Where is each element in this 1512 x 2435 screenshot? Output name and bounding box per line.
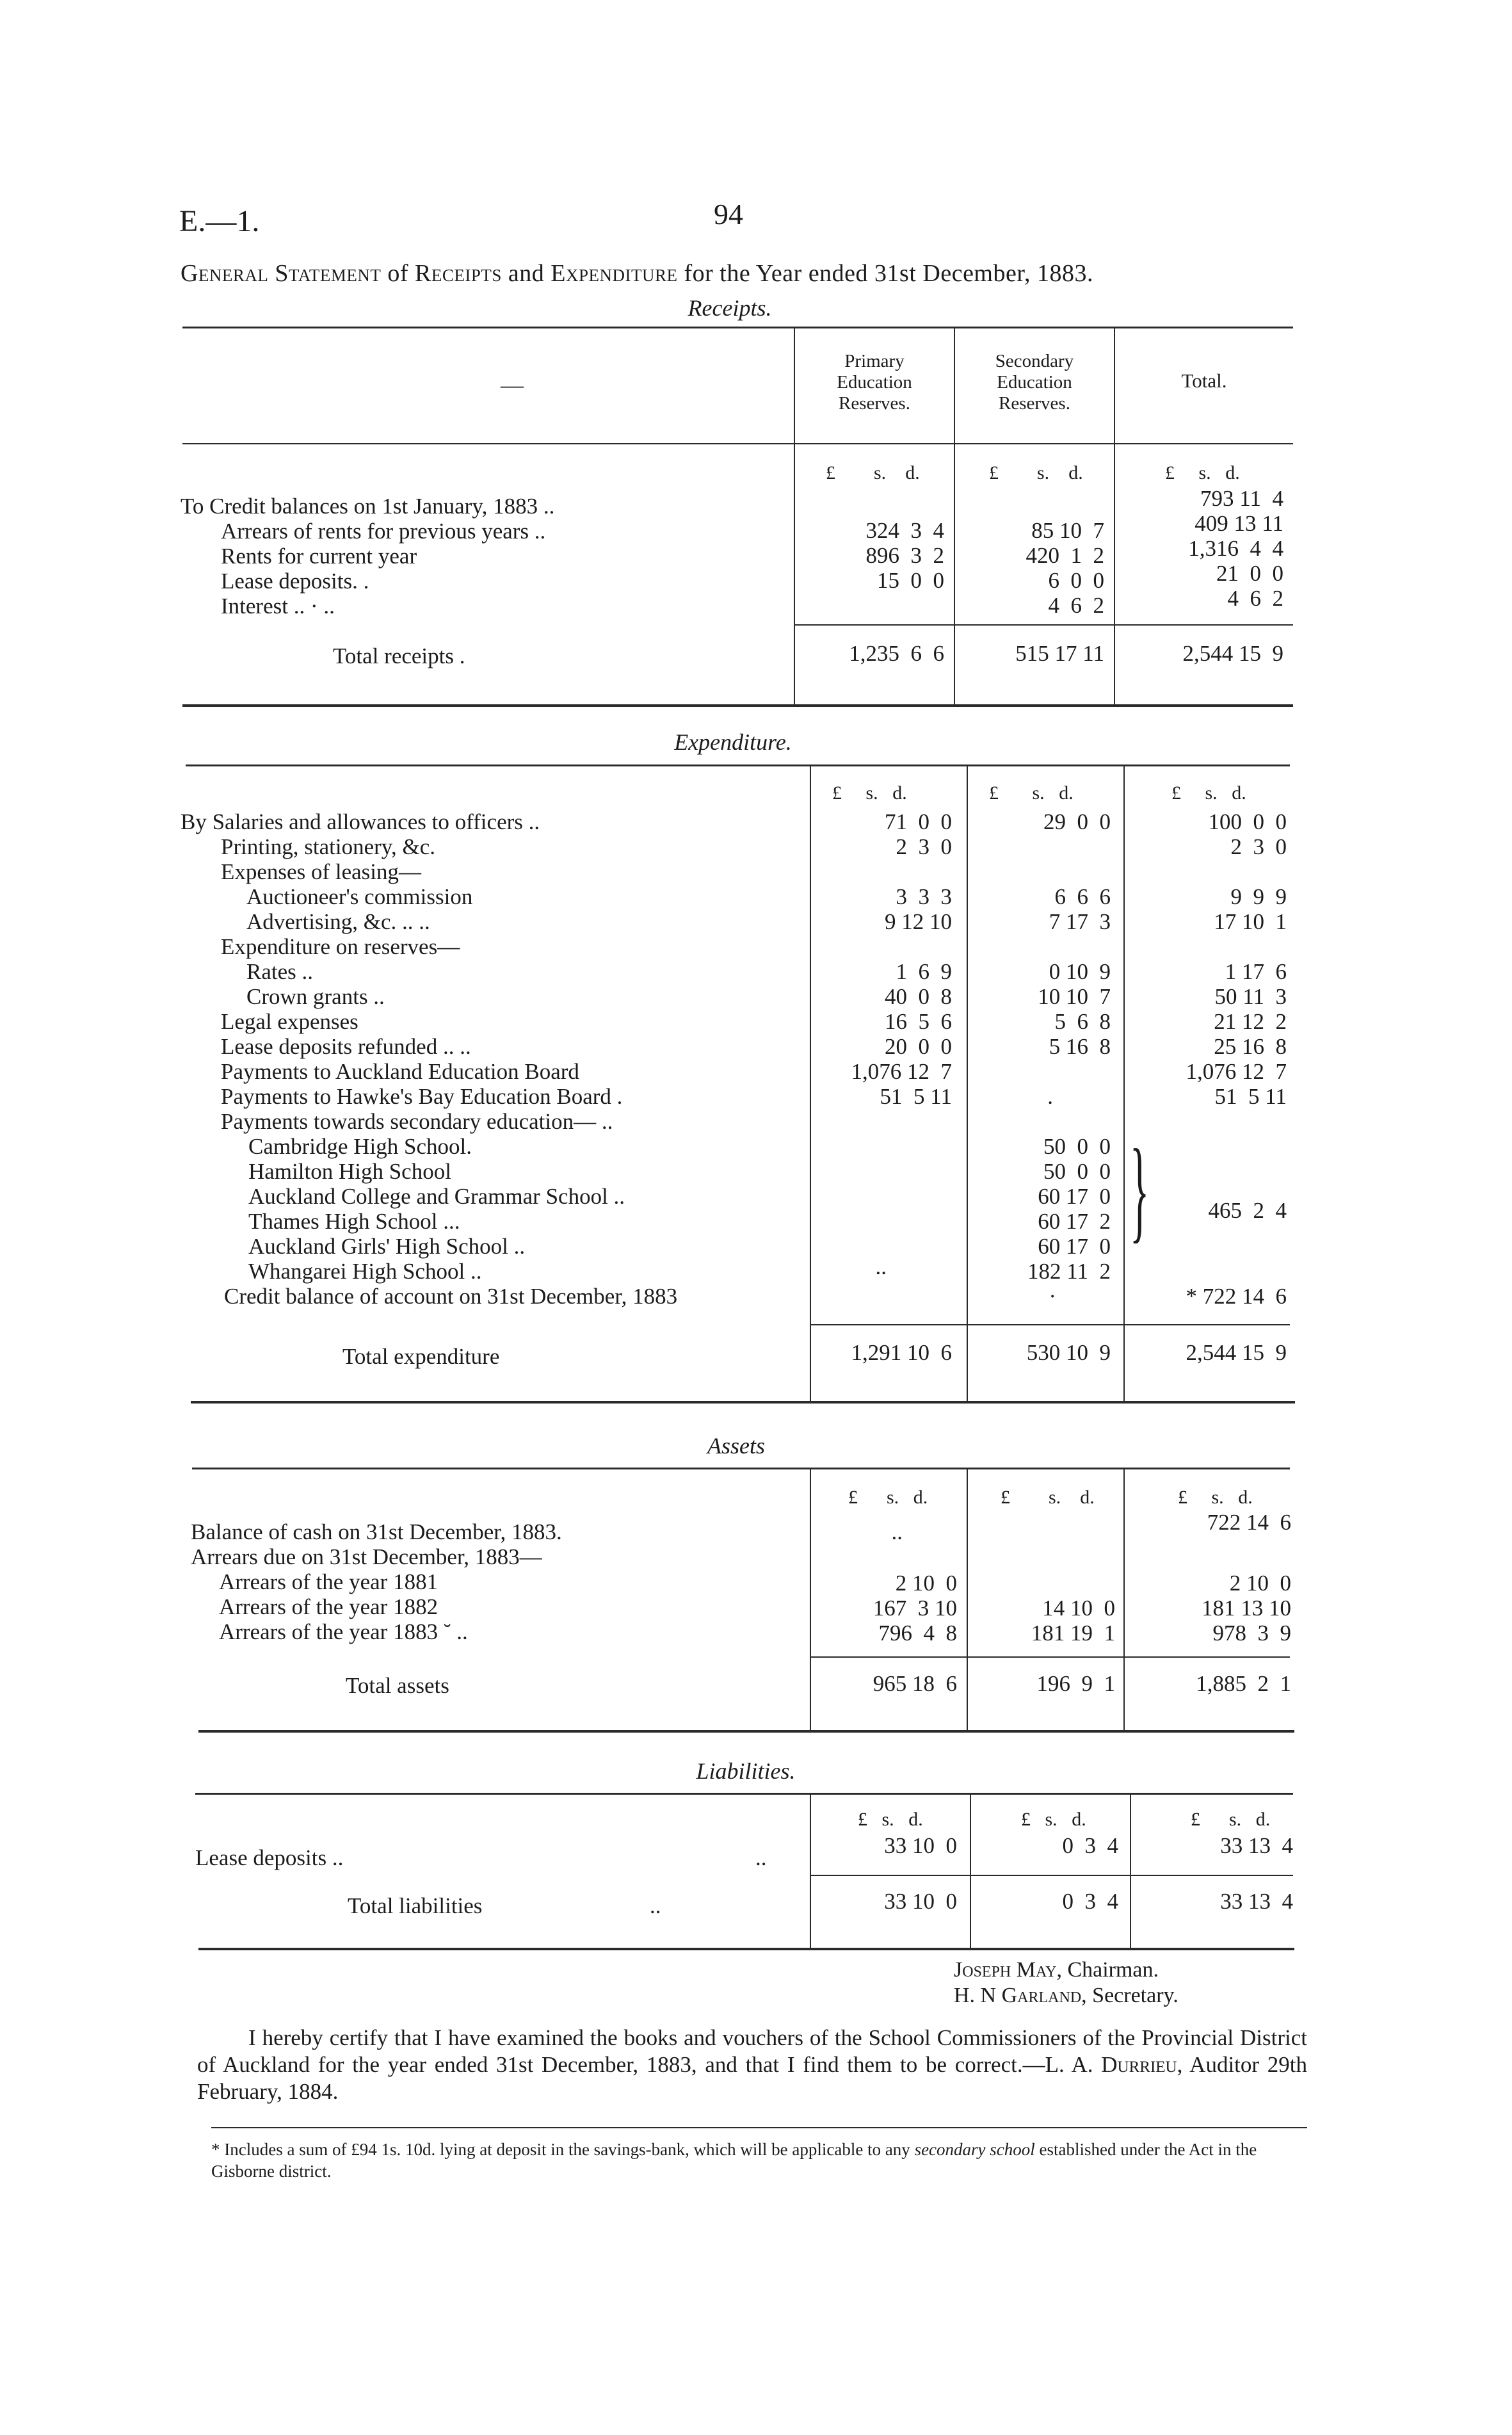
assets-row: Arrears of the year 1883 ˘ .. bbox=[219, 1619, 468, 1644]
expenditure-primary-value: .. bbox=[875, 1254, 887, 1279]
assets-row: Balance of cash on 31st December, 1883. bbox=[191, 1519, 562, 1544]
unit-secondary: £ s. d. bbox=[1021, 1809, 1086, 1830]
unit-secondary: £ s. d. bbox=[989, 462, 1083, 483]
receipts-total-primary: 1,235 6 6 bbox=[849, 641, 944, 666]
unit-secondary: £ s. d. bbox=[989, 782, 1074, 804]
expenditure-primary-value: 20 0 0 bbox=[885, 1034, 952, 1059]
liabilities-vline-1 bbox=[810, 1793, 811, 1948]
liabilities-row-dots: .. bbox=[755, 1845, 767, 1870]
expenditure-row: Legal expenses bbox=[221, 1009, 358, 1034]
unit-total: £ s. d. bbox=[1171, 782, 1246, 804]
signature-secretary: H. N Garland, Secretary. bbox=[954, 1984, 1178, 2007]
receipt-total-value: 21 0 0 bbox=[1216, 561, 1283, 586]
unit-total: £ s. d. bbox=[1191, 1809, 1271, 1830]
liabilities-total-secondary: 0 3 4 bbox=[1062, 1889, 1118, 1914]
liabilities-secondary-value: 0 3 4 bbox=[1062, 1833, 1118, 1858]
expenditure-secondary-value: 60 17 2 bbox=[1038, 1209, 1111, 1234]
receipts-total-secondary: 515 17 11 bbox=[1015, 641, 1104, 666]
footnote-rule bbox=[211, 2127, 1307, 2128]
expenditure-secondary-value: 60 17 0 bbox=[1038, 1234, 1111, 1259]
expenditure-primary-value: 51 5 11 bbox=[880, 1084, 952, 1109]
expenditure-secondary-value: 6 6 6 bbox=[1054, 884, 1111, 909]
expenditure-row: Rates .. bbox=[246, 959, 314, 984]
assets-total-value: 722 14 6 bbox=[1207, 1510, 1291, 1535]
expenditure-row: Thames High School ... bbox=[248, 1209, 460, 1234]
receipt-total-value: 793 11 4 bbox=[1200, 486, 1283, 511]
liabilities-heading: Liabilities. bbox=[696, 1758, 796, 1784]
receipt-row: Lease deposits. . bbox=[221, 569, 369, 594]
receipts-bottom-rule bbox=[182, 704, 1293, 707]
receipts-heading: Receipts. bbox=[688, 295, 772, 321]
column-primary-head: Primary Education Reserves. bbox=[837, 351, 912, 414]
receipt-primary-value: 324 3 4 bbox=[865, 518, 944, 543]
assets-heading: Assets bbox=[707, 1433, 765, 1459]
expenditure-primary-value: 1,076 12 7 bbox=[851, 1059, 952, 1084]
expenditure-row: Payments to Auckland Education Board bbox=[221, 1059, 579, 1084]
expenditure-row: Payments to Hawke's Bay Education Board . bbox=[221, 1084, 623, 1109]
expenditure-heading: Expenditure. bbox=[674, 729, 792, 755]
receipts-total-total: 2,544 15 9 bbox=[1182, 641, 1283, 666]
footnote: * Includes a sum of £94 1s. 10d. lying at deposit in the savings-bank, which will be applicable to any secondary school established under the Act in the Gisborne district. bbox=[211, 2140, 1257, 2181]
liabilities-vline-2 bbox=[970, 1793, 971, 1948]
document-reference: E.—1. bbox=[179, 204, 260, 238]
receipt-secondary-value: 4 6 2 bbox=[1048, 593, 1104, 618]
assets-sum-rule bbox=[810, 1656, 1290, 1658]
expenditure-bottom-rule bbox=[191, 1401, 1295, 1404]
receipts-total-label: Total receipts . bbox=[333, 643, 465, 668]
assets-primary-value: 796 4 8 bbox=[878, 1621, 957, 1646]
expenditure-row: Expenditure on reserves— bbox=[221, 934, 460, 959]
assets-row: Arrears due on 31st December, 1883— bbox=[191, 1544, 542, 1569]
expenditure-total-value: 17 10 1 bbox=[1214, 909, 1287, 934]
assets-primary-value: 2 10 0 bbox=[895, 1571, 957, 1596]
assets-secondary-value: 181 19 1 bbox=[1031, 1621, 1115, 1646]
receipt-secondary-value: 85 10 7 bbox=[1031, 518, 1104, 543]
assets-secondary-value: 14 10 0 bbox=[1042, 1596, 1115, 1621]
assets-total-secondary: 196 9 1 bbox=[1036, 1671, 1115, 1696]
expenditure-primary-value: 1 6 9 bbox=[896, 959, 952, 984]
receipt-total-value: 409 13 11 bbox=[1194, 511, 1283, 536]
expenditure-total-value: 1 17 6 bbox=[1225, 959, 1287, 984]
auditor-certificate: I hereby certify that I have examined the books and vouchers of the School Commissioners of the Provincial District of Auckland for the year ended 31st December, 1883, and that I find them to be correct.—L. A. Durrieu, Auditor 29th February, 1884. bbox=[197, 2025, 1307, 2104]
expenditure-row: Printing, stationery, &c. bbox=[221, 834, 436, 859]
expenditure-total-primary: 1,291 10 6 bbox=[851, 1340, 952, 1365]
expenditure-secondary-value: . bbox=[1047, 1084, 1053, 1109]
expenditure-sum-rule bbox=[810, 1324, 1290, 1325]
expenditure-total-value: 9 9 9 bbox=[1230, 884, 1287, 909]
expenditure-row: Hamilton High School bbox=[248, 1159, 451, 1184]
expenditure-row: Whangarei High School .. bbox=[248, 1259, 482, 1284]
receipt-total-value: 4 6 2 bbox=[1227, 586, 1283, 611]
liabilities-top-rule bbox=[195, 1793, 1293, 1795]
unit-primary: £ s. d. bbox=[858, 1809, 923, 1830]
receipt-primary-value: 15 0 0 bbox=[877, 568, 944, 593]
assets-row: Arrears of the year 1882 bbox=[219, 1594, 438, 1619]
unit-primary: £ s. d. bbox=[826, 462, 920, 483]
expenditure-row: Auckland Girls' High School .. bbox=[248, 1234, 526, 1259]
assets-primary-value: 167 3 10 bbox=[873, 1596, 957, 1621]
expenditure-secondary-value: · bbox=[1049, 1284, 1056, 1309]
expenditure-row: Advertising, &c. .. .. bbox=[246, 909, 430, 934]
expenditure-row: Cambridge High School. bbox=[248, 1134, 472, 1159]
expenditure-primary-value: 9 12 10 bbox=[885, 909, 952, 934]
expenditure-row: Auctioneer's commission bbox=[246, 884, 473, 909]
liabilities-row: Lease deposits .. bbox=[195, 1845, 344, 1870]
liabilities-total-dots: .. bbox=[650, 1893, 661, 1918]
expenditure-total-value: 51 5 11 bbox=[1214, 1084, 1287, 1109]
receipt-total-value: 1,316 4 4 bbox=[1188, 536, 1283, 561]
expenditure-secondary-value: 5 16 8 bbox=[1049, 1034, 1111, 1059]
liabilities-total-total: 33 13 4 bbox=[1220, 1889, 1293, 1914]
expenditure-primary-value: 2 3 0 bbox=[896, 834, 952, 859]
expenditure-row: By Salaries and allowances to officers .. bbox=[181, 809, 540, 834]
unit-total: £ s. d. bbox=[1178, 1487, 1253, 1508]
expenditure-total-secondary: 530 10 9 bbox=[1026, 1340, 1111, 1365]
column-total-head: Total. bbox=[1181, 369, 1227, 392]
expenditure-secondary-value: 50 0 0 bbox=[1043, 1159, 1111, 1184]
expenditure-total-value: 465 2 4 bbox=[1208, 1198, 1287, 1223]
liabilities-vline-3 bbox=[1130, 1793, 1131, 1948]
expenditure-total-value: * 722 14 6 bbox=[1186, 1284, 1287, 1309]
expenditure-secondary-value: 60 17 0 bbox=[1038, 1184, 1111, 1209]
liabilities-primary-value: 33 10 0 bbox=[884, 1833, 957, 1858]
column-blank-dash: — bbox=[501, 372, 524, 398]
expenditure-row: Credit balance of account on 31st December, 1883 bbox=[224, 1284, 678, 1309]
assets-bottom-rule bbox=[198, 1730, 1294, 1733]
assets-total-total: 1,885 2 1 bbox=[1196, 1671, 1291, 1696]
receipt-row: To Credit balances on 1st January, 1883 .. bbox=[181, 494, 555, 519]
expenditure-secondary-value: 182 11 2 bbox=[1027, 1259, 1111, 1284]
page-number: 94 bbox=[714, 198, 743, 231]
expenditure-total-label: Total expenditure bbox=[342, 1344, 500, 1369]
receipt-primary-value: 896 3 2 bbox=[865, 543, 944, 568]
receipt-row: Rents for current year bbox=[221, 544, 417, 569]
expenditure-row: Expenses of leasing— bbox=[221, 859, 421, 884]
assets-total-primary: 965 18 6 bbox=[873, 1671, 957, 1696]
assets-total-value: 2 10 0 bbox=[1229, 1571, 1291, 1596]
expenditure-total-value: 25 16 8 bbox=[1214, 1034, 1287, 1059]
expenditure-row: Lease deposits refunded .. .. bbox=[221, 1034, 471, 1059]
expenditure-secondary-value: 0 10 9 bbox=[1049, 959, 1111, 984]
receipt-row: Interest .. · .. bbox=[221, 594, 335, 619]
expenditure-primary-value: 16 5 6 bbox=[885, 1009, 952, 1034]
expenditure-secondary-value: 7 17 3 bbox=[1049, 909, 1111, 934]
brace-schools: } bbox=[1130, 1126, 1150, 1253]
liabilities-sum-rule bbox=[810, 1875, 1293, 1876]
expenditure-row: Crown grants .. bbox=[246, 984, 385, 1009]
expenditure-total-value: 50 11 3 bbox=[1214, 984, 1287, 1009]
expenditure-row: Payments towards secondary education— .. bbox=[221, 1109, 613, 1134]
expenditure-total-value: 1,076 12 7 bbox=[1186, 1059, 1287, 1084]
expenditure-total-total: 2,544 15 9 bbox=[1186, 1340, 1287, 1365]
column-secondary-head: Secondary Education Reserves. bbox=[995, 351, 1074, 414]
liabilities-total-primary: 33 10 0 bbox=[884, 1889, 957, 1914]
receipts-header-rule bbox=[182, 443, 1293, 444]
unit-secondary: £ s. d. bbox=[1001, 1487, 1095, 1508]
signature-chairman: Joseph May, Chairman. bbox=[954, 1958, 1159, 1982]
expenditure-secondary-value: 5 6 8 bbox=[1054, 1009, 1111, 1034]
expenditure-primary-value: 71 0 0 bbox=[885, 809, 952, 834]
expenditure-primary-value: 3 3 3 bbox=[896, 884, 952, 909]
expenditure-secondary-value: 50 0 0 bbox=[1043, 1134, 1111, 1159]
receipt-secondary-value: 6 0 0 bbox=[1048, 568, 1104, 593]
expenditure-secondary-value: 29 0 0 bbox=[1043, 809, 1111, 834]
unit-total: £ s. d. bbox=[1165, 462, 1240, 483]
statement-title: General Statement of Receipts and Expenditure for the Year ended 31st December, 1883. bbox=[181, 260, 1093, 287]
assets-total-value: 181 13 10 bbox=[1202, 1596, 1291, 1621]
receipt-secondary-value: 420 1 2 bbox=[1025, 543, 1104, 568]
expenditure-total-value: 2 3 0 bbox=[1230, 834, 1287, 859]
receipts-sum-rule bbox=[794, 624, 1293, 626]
receipt-row: Arrears of rents for previous years .. bbox=[221, 519, 546, 544]
assets-top-rule bbox=[192, 1468, 1290, 1469]
liabilities-bottom-rule bbox=[198, 1948, 1294, 1950]
expenditure-row: Auckland College and Grammar School .. bbox=[248, 1184, 625, 1209]
liabilities-total-label: Total liabilities bbox=[348, 1893, 483, 1918]
expenditure-total-value: 21 12 2 bbox=[1214, 1009, 1287, 1034]
assets-row: Arrears of the year 1881 bbox=[219, 1569, 438, 1594]
assets-primary-value: .. bbox=[891, 1519, 903, 1544]
receipts-top-rule bbox=[182, 327, 1293, 328]
liabilities-total-value: 33 13 4 bbox=[1220, 1833, 1293, 1858]
assets-total-value: 978 3 9 bbox=[1212, 1621, 1291, 1646]
expenditure-primary-value: 40 0 8 bbox=[885, 984, 952, 1009]
assets-total-label: Total assets bbox=[346, 1673, 449, 1698]
expenditure-total-value: 100 0 0 bbox=[1208, 809, 1287, 834]
unit-primary: £ s. d. bbox=[832, 782, 907, 804]
expenditure-secondary-value: 10 10 7 bbox=[1038, 984, 1111, 1009]
unit-primary: £ s. d. bbox=[848, 1487, 928, 1508]
